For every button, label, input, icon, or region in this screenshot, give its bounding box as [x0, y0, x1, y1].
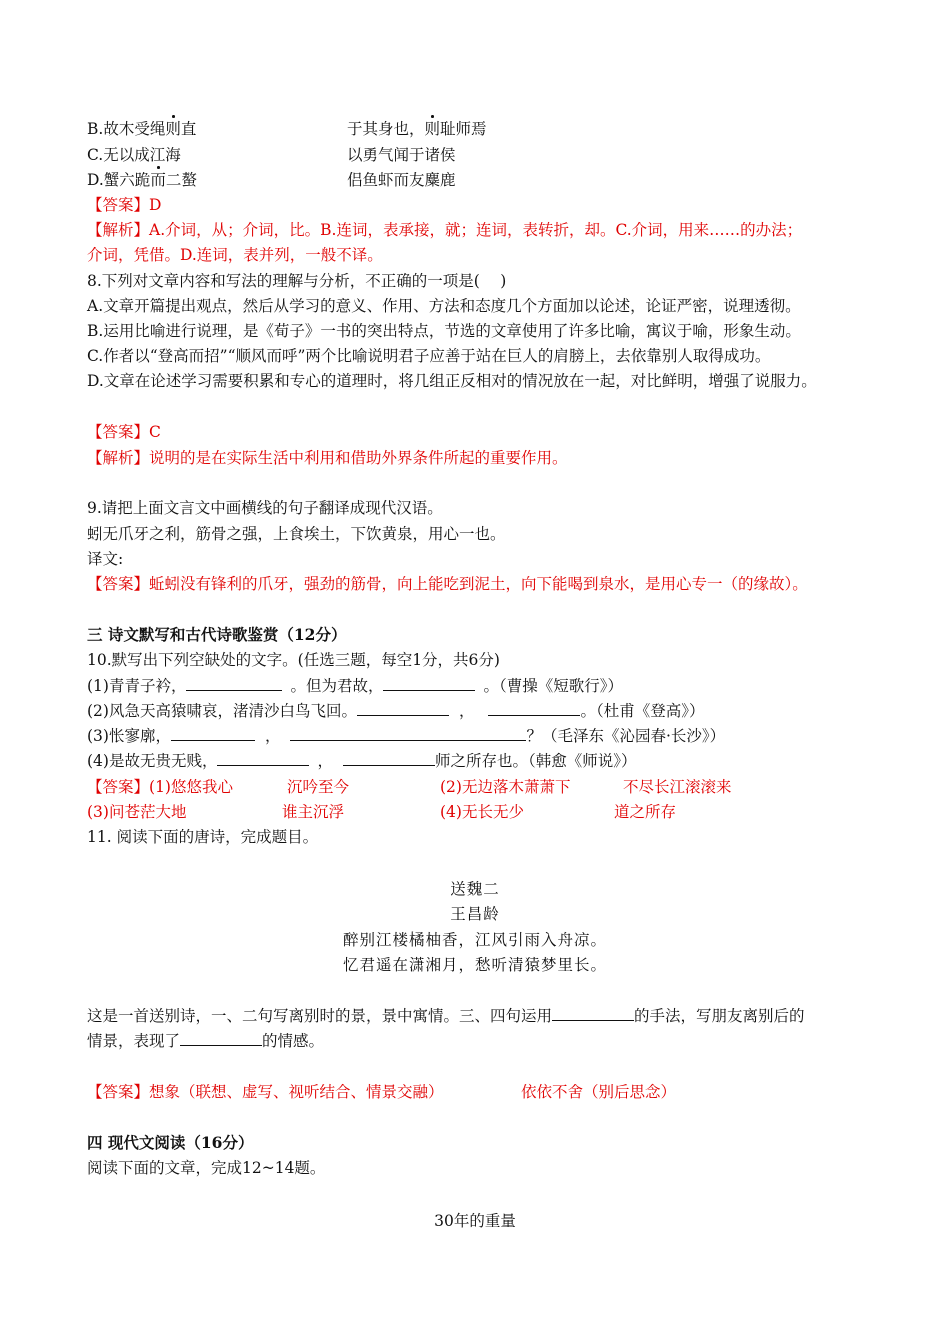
q7-option-d: D.蟹六跪而二螯 侣鱼虾而友麋鹿	[87, 171, 456, 189]
q10-answer-row1: 【答案】(1)悠悠我心 沉吟至今 (2)无边落木萧萧下 不尽长江滚滚来	[87, 778, 732, 796]
answer-blank	[552, 1006, 634, 1021]
answer-blank	[383, 676, 475, 691]
q10-item-4: (4)是故无贵无贱， ， 师之所存也。（韩愈《师说》）	[87, 752, 637, 770]
article-title: 30年的重量	[434, 1212, 516, 1230]
poem-line-1: 醉别江楼橘柚香，江风引雨入舟凉。	[342, 931, 607, 949]
answer-blank	[217, 751, 309, 766]
q7-answer: 【答案】D	[87, 196, 162, 214]
q9-translation-label: 译文:	[87, 550, 124, 568]
answer-blank	[171, 726, 255, 741]
q10-answer-row2: (3)问苍茫大地 谁主沉浮 (4)无长无少 道之所存	[87, 803, 677, 821]
answer-blank	[488, 701, 580, 716]
section4-title: 四 现代文阅读（16分）	[87, 1133, 254, 1152]
q7-option-c-right: 以勇气闻于诸侯	[347, 146, 456, 164]
q9-answer: 【答案】蚯蚓没有锋利的爪牙，强劲的筋骨，向上能吃到泥土，向下能喝到泉水，是用心专一（的缘故）。	[87, 575, 808, 593]
emphasis-dot: 则	[165, 120, 181, 138]
q11-question: 11. 阅读下面的唐诗，完成题目。	[87, 828, 319, 846]
q11-prompt-line2: 情景，表现了 的情感。	[87, 1032, 325, 1050]
emphasis-dot: 而	[150, 171, 166, 189]
q8-option-a: A.文章开篇提出观点，然后从学习的意义、作用、方法和态度几个方面加以论述，论证严密，说理透彻。	[87, 297, 801, 315]
q8-option-c: C.作者以“登高而招”“顺风而呼”两个比喻说明君子应善于站在巨人的肩膀上，去依靠别人取得成功。	[87, 347, 771, 365]
q7-option-b: B.故木受绳则直 于其身也，则耻师焉	[87, 120, 487, 138]
q10-item-1: (1)青青子衿， 。但为君故， 。（曹操《短歌行》）	[87, 677, 623, 695]
q11-prompt-line1: 这是一首送别诗，一、二句写离别时的景，景中寓情。三、四句运用 的手法，写朋友离别后的	[87, 1007, 805, 1025]
q7-analysis-line2: 介词，凭借。D.连词，表并列，一般不译。	[87, 246, 383, 264]
q9-sentence: 蚓无爪牙之利，筋骨之强，上食埃土，下饮黄泉，用心一也。	[87, 525, 506, 543]
q9-question: 9.请把上面文言文中画横线的句子翻译成现代汉语。	[87, 499, 443, 517]
q8-analysis: 【解析】说明的是在实际生活中利用和借助外界条件所起的重要作用。	[87, 449, 568, 467]
q11-answer: 【答案】想象（联想、虚写、视听结合、情景交融） 依依不舍（别后思念）	[87, 1083, 677, 1101]
section4-intro: 阅读下面的文章，完成12~14题。	[87, 1159, 326, 1177]
q10-item-2: (2)风急天高猿啸哀，渚清沙白鸟飞回。 ， 。（杜甫《登高》）	[87, 702, 705, 720]
q8-question: 8.下列对文章内容和写法的理解与分析，不正确的一项是( )	[87, 272, 507, 290]
q8-answer: 【答案】C	[87, 423, 161, 441]
answer-blank	[290, 726, 526, 741]
q8-option-d: D.文章在论述学习需要积累和专心的道理时，将几组正反相对的情况放在一起，对比鲜明，增强了说服力。	[87, 372, 817, 390]
poem-author: 王昌龄	[450, 905, 500, 923]
q7-analysis-line1: 【解析】A.介词，从；介词，比。B.连词，表承接，就；连词，表转折，却。C.介词，用来……的办法；	[87, 221, 803, 239]
section3-title: 三 诗文默写和古代诗歌鉴赏（12分）	[87, 625, 347, 644]
q7-option-d-right: 侣鱼虾而友麋鹿	[347, 171, 456, 189]
q8-option-b: B.运用比喻进行说理，是《荀子》一书的突出特点，节选的文章使用了许多比喻，寓议于喻，形象生动。	[87, 322, 801, 340]
poem-line-2: 忆君遥在潇湘月，愁听清猿梦里长。	[342, 956, 607, 974]
q10-question: 10.默写出下列空缺处的文字。(任选三题，每空1分，共6分)	[87, 651, 500, 669]
q7-option-c: C.无以成江海 以勇气闻于诸侯	[87, 146, 456, 164]
q7-option-b-right: 于其身也，则耻师焉	[347, 120, 487, 138]
emphasis-dot: 则	[424, 120, 441, 138]
poem-title: 送魏二	[450, 880, 500, 898]
answer-blank	[343, 751, 435, 766]
answer-blank	[180, 1031, 262, 1046]
q10-item-3: (3)怅寥廓， ， ？（毛泽东《沁园春·长沙》）	[87, 727, 726, 745]
answer-blank	[186, 676, 282, 691]
answer-blank	[357, 701, 449, 716]
